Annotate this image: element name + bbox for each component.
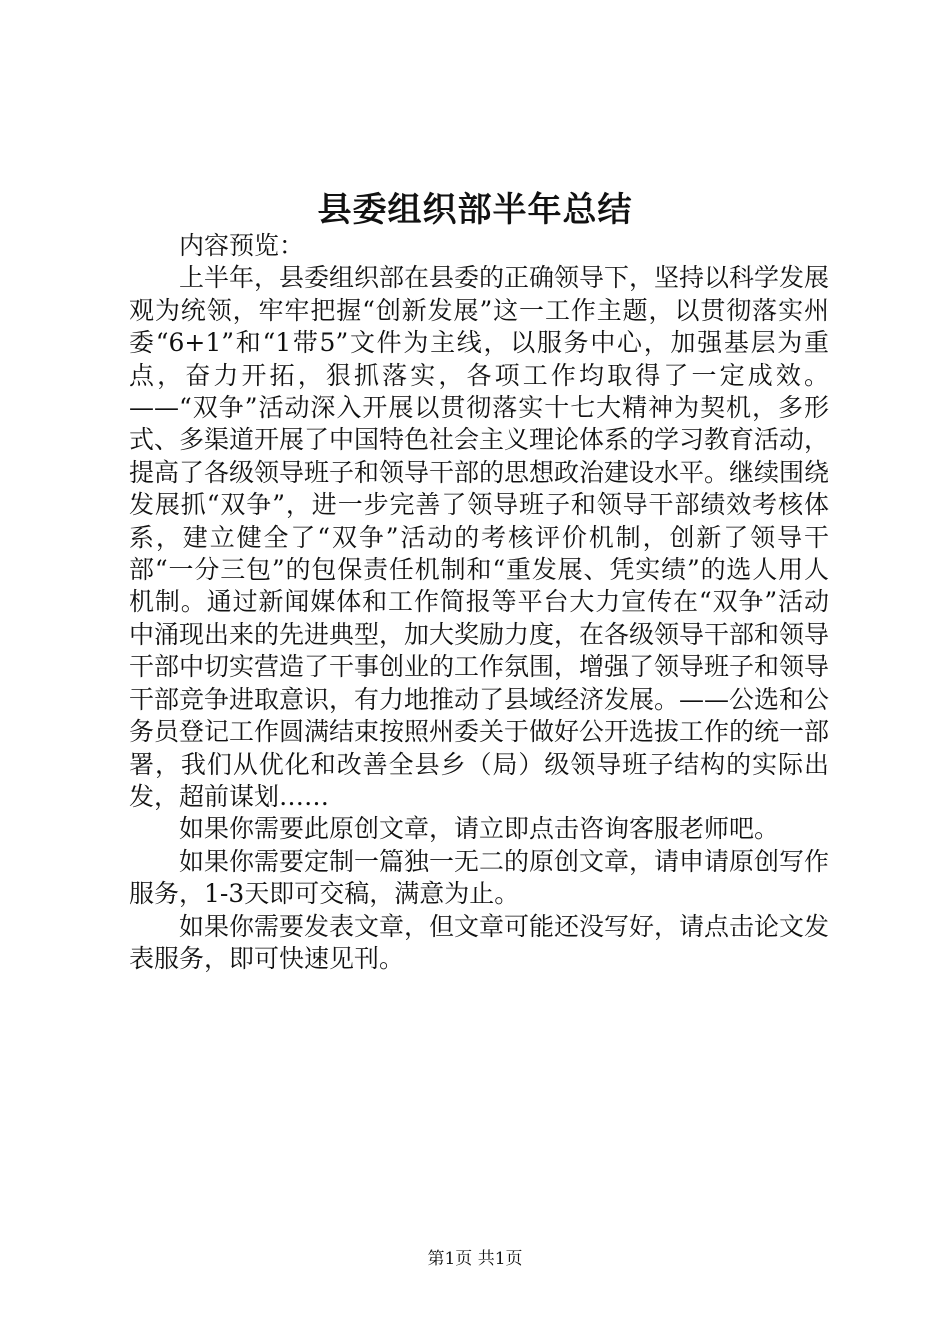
notice-custom-writing[interactable]: 如果你需要定制一篇独一无二的原创文章，请申请原创写作服务，1-3天即可交稿，满意为止。 — [129, 846, 830, 909]
preview-label: 内容预览： — [179, 231, 305, 260]
document-title: 县委组织部半年总结 — [317, 190, 633, 230]
document-body — [129, 230, 829, 975]
summary-paragraph: 上半年，县委组织部在县委的正确领导下，坚持以科学发展观为统领，牢牢把握“创新发展”这一工作主题，以贯彻落实州委“6+1”和“1带5”文件为主线，以服务中心，加强基层为重点，奋力开拓，狠抓落实，各项工作均取得了一定成效。——“双争”活动深入开展以贯彻落实十七大精神为契机，多形式、多渠道开展了中国特色社会主义理论体系的学习教育活动，提高了各级领导班子和领导干部的思想政治建设水平。继续围绕发展抓“双争”，进一步完善了领导班子和领导干部绩效考核体系，建立健全了“双争”活动的考核评价机制，创新了领导干部“一分三包”的包保责任机制和“重发展、凭实绩”的选人用人机制。通过新闻媒体和工作简报等平台大力宣传在“双争”活动中涌现出来的先进典型，加大奖励力度，在各级领导干部和领导干部中切实营造了干事创业的工作氛围，增强了领导班子和领导干部竞争进取意识，有力地推动了县域经济发展。——公选和公务员登记工作圆满结束按照州委关于做好公开选拔工作的统一部署，我们从优化和改善全县乡（局）级领导班子结构的实际出发，超前谋划…… — [129, 263, 830, 811]
notice-publishing[interactable]: 如果你需要发表文章，但文章可能还没写好，请点击论文发表服务，即可快速见刊。 — [129, 911, 830, 973]
notice-consult[interactable]: 如果你需要此原创文章，请立即点击咨询客服老师吧。 — [179, 814, 780, 844]
page-indicator: 第1页 共1页 — [427, 1249, 523, 1269]
